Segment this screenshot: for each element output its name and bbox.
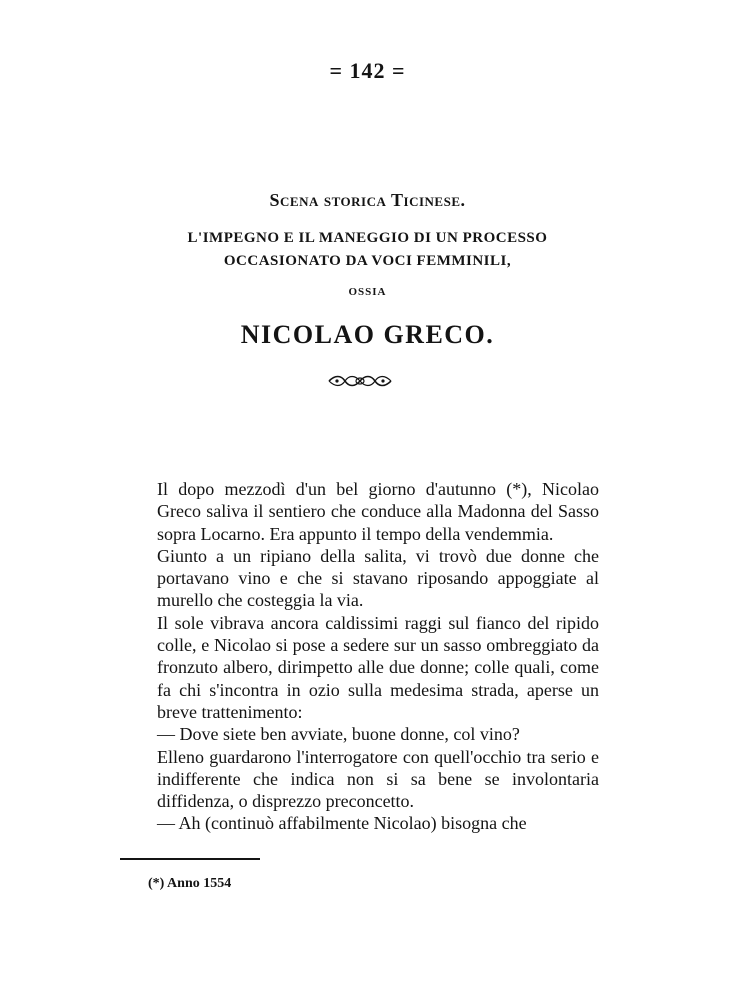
paragraph: — Dove siete ben avviate, buone donne, col vino?	[157, 724, 520, 745]
body-text	[157, 478, 599, 835]
footnote-divider	[120, 858, 260, 860]
subtitle-line-1: L'IMPEGNO E IL MANEGGIO DI UN PROCESSO	[187, 230, 548, 246]
ossia-label: OSSIA	[348, 286, 387, 298]
paragraph: Il sole vibrava ancora caldissimi raggi sul fianco del ripido colle, e Nicolao si pose a sedere sur un sasso ombreggiato da fronzuto albero, dirimpetto alle due donne; colle quali, come fa chi s'incontra in ozio sulla medesima strada, aperse un breve trattenimento:	[157, 612, 599, 722]
paragraph: — Ah (continuò affabilmente Nicolao) bisogna che	[157, 813, 527, 834]
page-number: = 142 =	[329, 58, 406, 83]
main-title: NICOLAO GRECO.	[240, 320, 495, 349]
footnote: (*) Anno 1554	[148, 876, 232, 891]
paragraph: Il dopo mezzodì d'un bel giorno d'autunno (*), Nicolao Greco saliva il sentiero che conduce alla Madonna del Sasso sopra Locarno. Era appunto il tempo della vendemmia.	[157, 479, 599, 544]
paragraph: Giunto a un ripiano della salita, vi trovò due donne che portavano vino e che si stavano riposando appoggiate al murello che costeggia la via.	[157, 545, 599, 611]
subtitle-line-2: OCCASIONATO DA VOCI FEMMINILI,	[223, 253, 512, 269]
paragraph: Elleno guardarono l'interrogatore con quell'occhio tra serio e indifferente che indica non si sa bene se involontaria diffidenza, o disprezzo preconcetto.	[157, 746, 599, 812]
scene-title: Scena storica Ticinese.	[269, 190, 466, 210]
ornament-flourish-icon	[327, 374, 393, 388]
